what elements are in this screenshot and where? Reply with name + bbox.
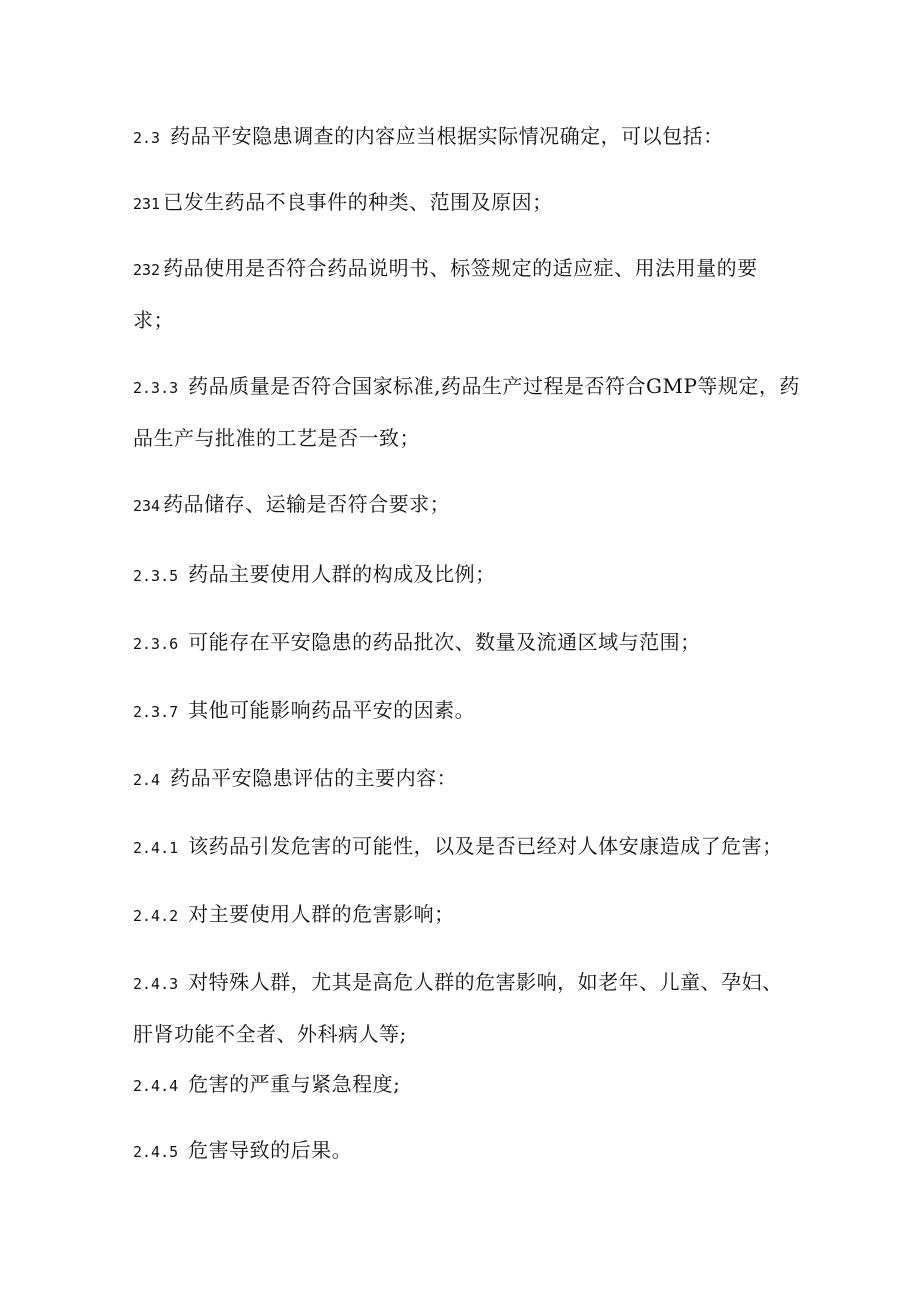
section-number: 2.4.4 [133, 1077, 179, 1095]
line-text: 求； [133, 308, 174, 332]
section-number: 2.3.5 [133, 567, 179, 585]
item-2-4-3 [133, 968, 793, 998]
item-2-4-1 [133, 832, 793, 862]
line-text: 药品储存、运输是否符合要求； [163, 492, 451, 516]
section-number: 232 [133, 261, 161, 279]
item-2-4-4 [133, 1070, 793, 1100]
line-text: 药品使用是否符合药品说明书、标签规定的适应症、用法用量的要 [163, 256, 758, 280]
line-text: 对主要使用人群的危害影响； [188, 902, 455, 926]
line-text: 品生产与批准的工艺是否一致； [133, 426, 420, 450]
section-number: 231 [133, 195, 161, 213]
line-text: 药品质量是否符合国家标准,药品生产过程是否符合GMP等规定，药 [188, 374, 800, 398]
line-text: 其他可能影响药品平安的因素。 [188, 698, 476, 722]
section-number: 2.4.2 [133, 907, 179, 925]
item-2-3-1 [133, 188, 793, 218]
section-2-3-heading [133, 122, 793, 152]
section-number: 2.3.3 [133, 379, 179, 397]
line-text: 药品平安隐患评估的主要内容： [170, 766, 458, 790]
item-2-3-4 [133, 490, 793, 520]
line-text: 药品主要使用人群的构成及比例； [188, 562, 496, 586]
section-number: 2.3 [133, 129, 161, 147]
item-2-3-2 [133, 254, 793, 284]
item-2-4-2 [133, 900, 793, 930]
item-2-4-3-continuation [133, 1020, 793, 1048]
line-text: 已发生药品不良事件的种类、范围及原因； [163, 190, 553, 214]
item-2-3-3-continuation [133, 424, 793, 452]
item-2-3-3 [133, 372, 800, 402]
line-text: 药品平安隐患调查的内容应当根据实际情况确定，可以包括： [170, 124, 724, 148]
item-2-3-5 [133, 560, 793, 590]
section-number: 2.3.7 [133, 703, 179, 721]
section-number: 234 [133, 497, 161, 515]
section-number: 2.4.3 [133, 975, 179, 993]
line-text: 危害导致的后果。 [188, 1138, 353, 1162]
section-number: 2.4 [133, 771, 161, 789]
item-2-3-2-continuation [133, 306, 793, 334]
section-number: 2.3.6 [133, 635, 179, 653]
line-text: 肝肾功能不全者、外科病人等; [133, 1022, 407, 1046]
item-2-3-7 [133, 696, 793, 726]
line-text: 对特殊人群，尤其是高危人群的危害影响，如老年、儿童、孕妇、 [188, 970, 783, 994]
section-number: 2.4.1 [133, 839, 179, 857]
section-number: 2.4.5 [133, 1143, 179, 1161]
line-text: 可能存在平安隐患的药品批次、数量及流通区域与范围； [188, 630, 701, 654]
item-2-4-5 [133, 1136, 793, 1166]
line-text: 该药品引发危害的可能性，以及是否已经对人体安康造成了危害； [188, 834, 783, 858]
item-2-3-6 [133, 628, 793, 658]
line-text: 危害的严重与紧急程度; [188, 1072, 401, 1096]
section-2-4-heading [133, 764, 793, 794]
